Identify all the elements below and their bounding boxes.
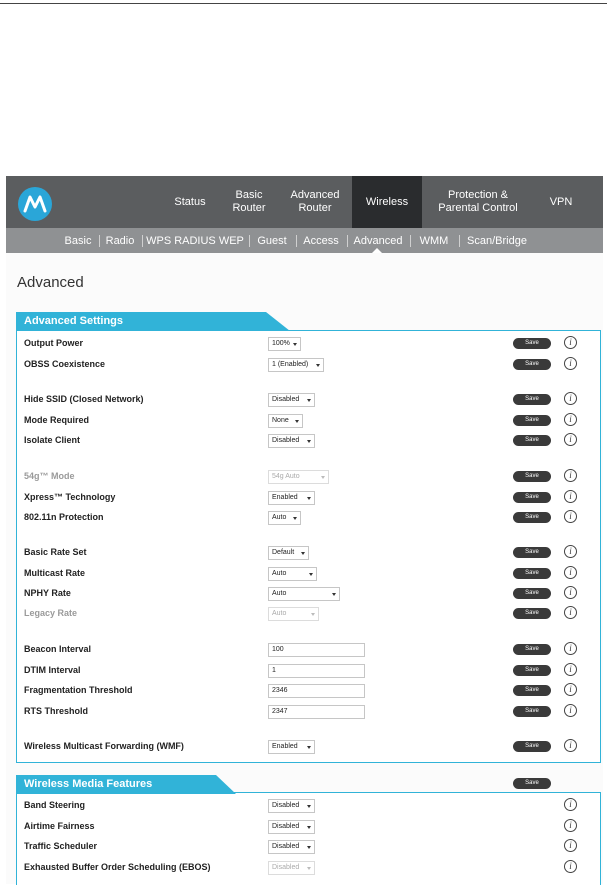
chevron-down-icon [301,552,305,555]
setting-row [6,468,603,486]
save-button[interactable]: Save [513,338,551,349]
info-icon[interactable]: i [564,606,577,619]
setting-row [6,412,603,430]
wmf-select[interactable] [268,740,315,754]
setting-label: Airtime Fairness [24,821,95,831]
setting-label: DTIM Interval [24,665,81,675]
subtab-scan-bridge-label: Scan/Bridge [467,234,527,247]
subtab-radio-label: Radio [105,234,135,247]
subtab-radio[interactable] [100,228,140,253]
setting-label: NPHY Rate [24,588,71,598]
chevron-down-icon [293,517,297,520]
media-feature-row [6,797,603,815]
page-top-rule [0,3,607,4]
select-value: Disabled [272,823,300,830]
output-power-select[interactable] [268,337,301,351]
setting-row [6,432,603,450]
nav-basic-router-label: Basic Router [232,189,266,214]
select-value: None [272,417,289,424]
setting-row [6,585,603,603]
save-button[interactable]: Save [513,394,551,405]
setting-label: Wireless Multicast Forwarding (WMF) [24,741,184,751]
setting-label: Beacon Interval [24,644,92,654]
main-nav [6,176,603,228]
subtab-wps-radius-wep[interactable] [143,228,247,253]
setting-label: OBSS Coexistence [24,359,106,369]
info-icon[interactable]: i [564,490,577,503]
page-title: Advanced [17,274,84,291]
nav-protection-label: Protection & Parental Control [438,189,518,214]
setting-label: Hide SSID (Closed Network) [24,394,144,404]
save-button[interactable]: Save [513,685,551,696]
54g-mode-select[interactable] [268,470,329,484]
info-icon[interactable]: i [564,860,577,873]
setting-label: Band Steering [24,800,86,810]
band-steering-select[interactable] [268,799,315,813]
setting-row [6,356,603,374]
save-button[interactable]: Save [513,706,551,717]
save-button[interactable]: Save [513,359,551,370]
subtab-access-label: Access [303,234,339,247]
setting-label: Fragmentation Threshold [24,685,133,695]
save-wireless-media-button[interactable]: Save [513,778,551,789]
save-button[interactable]: Save [513,741,551,752]
select-value: 54g Auto [272,473,300,480]
select-value: Enabled [272,743,298,750]
info-icon[interactable]: i [564,566,577,579]
setting-label: Mode Required [24,415,90,425]
info-icon[interactable]: i [564,357,577,370]
subtab-guest-label: Guest [257,234,287,247]
setting-label: Exhausted Buffer Order Scheduling (EBOS) [24,862,211,872]
chevron-down-icon [307,805,311,808]
nav-wireless-label: Wireless [365,195,409,208]
motorola-logo-icon[interactable] [18,187,52,221]
setting-row [6,335,603,353]
info-icon[interactable]: i [564,739,577,752]
80211n-protection-select[interactable] [268,511,301,525]
advanced-settings-title: Advanced Settings [24,315,124,327]
subtab-access[interactable] [297,228,345,253]
select-value: Disabled [272,802,300,809]
chevron-down-icon [295,420,299,423]
save-button[interactable]: Save [513,608,551,619]
chevron-down-icon [332,593,336,596]
sub-nav [6,228,603,253]
setting-row [6,703,603,721]
select-value: Enabled [272,494,298,501]
select-value: Auto [272,610,287,617]
select-value: Disabled [272,843,300,850]
setting-row [6,509,603,527]
mode-required-select[interactable] [268,414,303,428]
save-button[interactable]: Save [513,512,551,523]
media-feature-row [6,859,603,877]
chevron-down-icon [321,476,325,479]
nav-status-label: Status [174,195,206,208]
save-button[interactable]: Save [513,644,551,655]
setting-label: 54g™ Mode [24,471,75,481]
info-icon[interactable]: i [564,586,577,599]
xpress-technology-select[interactable] [268,491,315,505]
setting-row [6,641,603,659]
isolate-client-select[interactable] [268,434,315,448]
setting-row [6,565,603,583]
info-icon[interactable]: i [564,392,577,405]
setting-label: RTS Threshold [24,706,89,716]
info-icon[interactable]: i [564,545,577,558]
setting-label: Output Power [24,338,83,348]
setting-row [6,738,603,756]
subtab-wmm[interactable] [411,228,457,253]
subtab-basic-label: Basic [64,234,92,247]
info-icon[interactable]: i [564,798,577,811]
setting-row [6,682,603,700]
info-icon[interactable]: i [564,839,577,852]
setting-label: Xpress™ Technology [24,492,116,502]
setting-row [6,662,603,680]
active-tab-caret-icon [372,248,382,253]
nphy-rate-select[interactable] [268,587,340,601]
chevron-down-icon [307,846,311,849]
select-value: Auto [272,570,287,577]
ebos-select[interactable] [268,861,315,875]
chevron-down-icon [307,746,311,749]
chevron-down-icon [307,867,311,870]
setting-row [6,489,603,507]
subtab-advanced-label: Advanced [353,234,403,247]
chevron-down-icon [309,573,313,576]
multicast-rate-select[interactable] [268,567,317,581]
basic-rate-set-select[interactable] [268,546,309,560]
info-icon[interactable]: i [564,336,577,349]
select-value: Default [272,549,295,556]
subtab-scan-bridge[interactable] [460,228,534,253]
save-button[interactable]: Save [513,415,551,426]
setting-label: 802.11n Protection [24,512,104,522]
save-button[interactable]: Save [513,588,551,599]
setting-label: Traffic Scheduler [24,841,98,851]
setting-row [6,391,603,409]
info-icon[interactable]: i [564,683,577,696]
airtime-fairness-select[interactable] [268,820,315,834]
dtim-interval-input[interactable]: 1 [268,664,365,678]
obss-coexistence-select[interactable] [268,358,324,372]
nav-status[interactable] [166,176,214,228]
fragmentation-threshold-input[interactable]: 2346 [268,684,365,698]
legacy-rate-select[interactable] [268,607,319,621]
nav-basic-router[interactable] [224,176,274,228]
save-button[interactable]: Save [513,568,551,579]
select-value: Disabled [272,864,300,871]
chevron-down-icon [316,364,320,367]
select-value: Disabled [272,437,300,444]
subtab-guest[interactable] [250,228,294,253]
router-admin-ui [6,176,603,884]
select-value: Auto [272,590,287,597]
select-value: Auto [272,514,287,521]
wireless-media-features-title: Wireless Media Features [24,778,153,790]
save-button[interactable]: Save [513,471,551,482]
setting-label: Isolate Client [24,435,81,445]
setting-row [6,544,603,562]
traffic-scheduler-select[interactable] [268,840,315,854]
save-button[interactable]: Save [513,435,551,446]
hide-ssid-select[interactable] [268,393,315,407]
save-button[interactable]: Save [513,492,551,503]
select-value: Disabled [272,396,300,403]
info-icon[interactable]: i [564,510,577,523]
info-icon[interactable]: i [564,433,577,446]
nav-vpn[interactable] [536,176,586,228]
media-feature-row [6,838,603,856]
info-icon[interactable]: i [564,819,577,832]
subtab-wmm-label: WMM [419,234,449,247]
info-icon[interactable]: i [564,704,577,717]
chevron-down-icon [307,826,311,829]
info-icon[interactable]: i [564,469,577,482]
subtab-wps-label: WPS RADIUS WEP [146,234,244,247]
chevron-down-icon [307,440,311,443]
wireless-media-features-header [16,775,241,794]
chevron-down-icon [311,613,315,616]
nav-vpn-label: VPN [549,195,573,208]
subtab-basic[interactable] [58,228,98,253]
select-value: 1 (Enabled) [272,361,309,368]
chevron-down-icon [307,497,311,500]
info-icon[interactable]: i [564,642,577,655]
rts-threshold-input[interactable]: 2347 [268,705,365,719]
nav-protection-parental-control[interactable] [430,176,526,228]
select-value: 100% [272,340,290,347]
setting-row [6,605,603,623]
nav-advanced-router[interactable] [284,176,346,228]
nav-wireless[interactable] [352,176,422,228]
save-button[interactable]: Save [513,665,551,676]
nav-advanced-router-label: Advanced Router [290,189,340,214]
info-icon[interactable]: i [564,413,577,426]
info-icon[interactable]: i [564,663,577,676]
chevron-down-icon [307,399,311,402]
advanced-settings-header [16,312,296,331]
setting-label: Legacy Rate [24,608,78,618]
save-button[interactable]: Save [513,547,551,558]
chevron-down-icon [293,343,297,346]
setting-label: Basic Rate Set [24,547,87,557]
beacon-interval-input[interactable]: 100 [268,643,365,657]
setting-label: Multicast Rate [24,568,86,578]
media-feature-row [6,818,603,836]
